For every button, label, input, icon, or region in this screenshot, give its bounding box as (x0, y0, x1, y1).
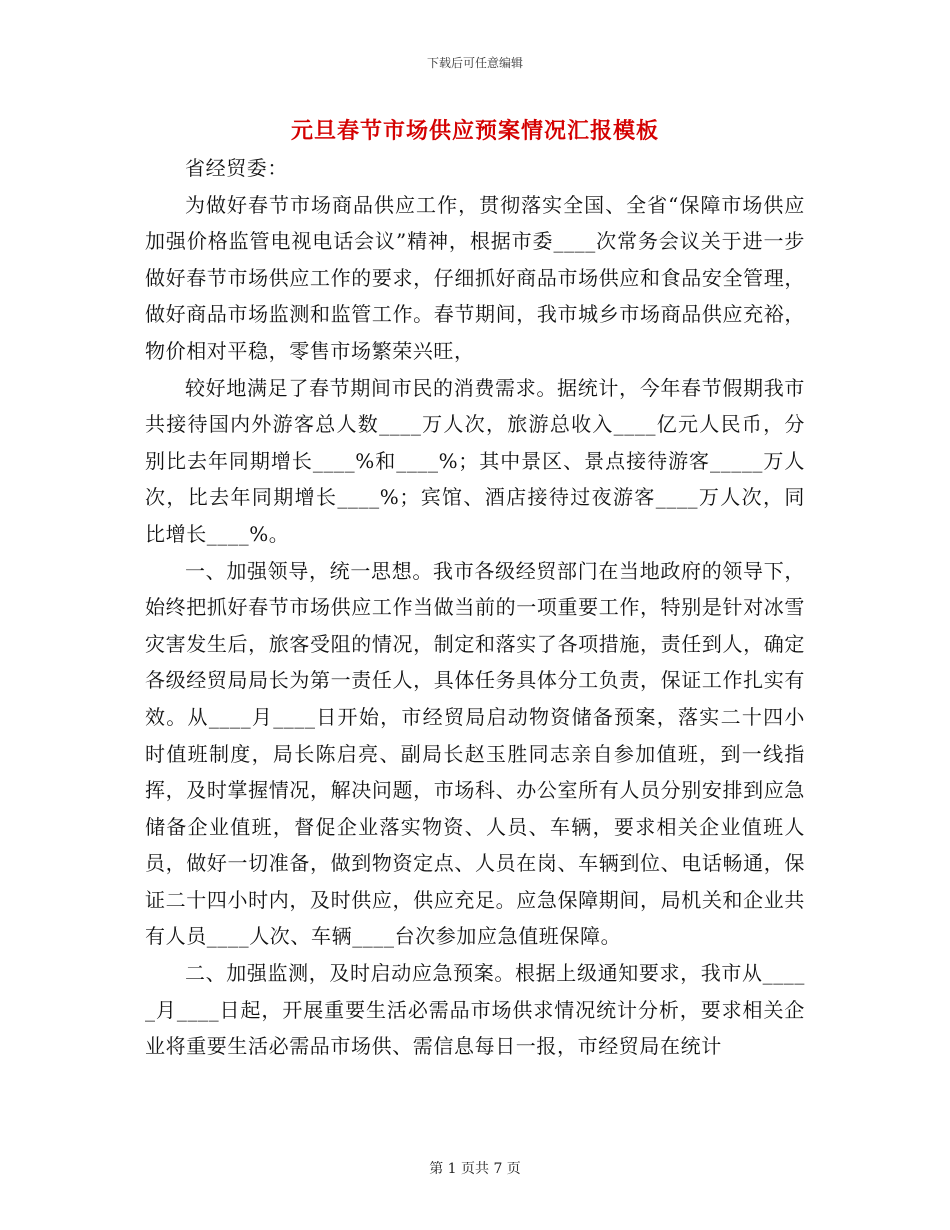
document-title: 元旦春节市场供应预案情况汇报模板 (290, 118, 659, 144)
paragraph-statistics: 较好地满足了春节期间市民的消费需求。据统计，今年春节假期我市共接待国内外游客总人数____万人次，旅游总收入____亿元人民币，分别比去年同期增长____%和____%；其中景区、景点接待游客_____万人次，比去年同期增长____%；宾馆、酒店接待过夜游客____万人次，同比增长____%。 (145, 375, 805, 546)
salutation: 省经贸委： (185, 156, 288, 180)
paragraph-section-two: 二、加强监测，及时启动应急预案。根据上级通知要求，我市从_____月____日起，开展重要生活必需品市场供求情况统计分析，要求相关企业将重要生活必需品市场供、需信息每日一报，市经贸局在统计 (145, 961, 805, 1059)
header-note: 下载后可任意编辑 (426, 56, 523, 70)
paragraph-intro: 为做好春节市场商品供应工作，贯彻落实全国、全省“保障市场供应加强价格监管电视电话会议”精神，根据市委____次常务会议关于进一步做好春节市场供应工作的要求，仔细抓好商品市场供应和食品安全管理，做好商品市场监测和监管工作。春节期间，我市城乡市场商品供应充裕，物价相对平稳，零售市场繁荣兴旺， (145, 192, 805, 363)
paragraph-section-one: 一、加强领导，统一思想。我市各级经贸部门在当地政府的领导下，始终把抓好春节市场供应工作当做当前的一项重要工作，特别是针对冰雪灾害发生后，旅客受阻的情况，制定和落实了各项措施，责任到人，确定各级经贸局局长为第一责任人，具体任务具体分工负责，保证工作扎实有效。从____月____日开始，市经贸局启动物资储备预案，落实二十四小时值班制度，局长陈启亮、副局长赵玉胜同志亲自参加值班，到一线指挥，及时掌握情况，解决问题，市场科、办公室所有人员分别安排到应急储备企业值班，督促企业落实物资、人员、车辆，要求相关企业值班人员，做好一切准备，做到物资定点、人员在岗、车辆到位、电话畅通，保证二十四小时内，及时供应，供应充足。应急保障期间，局机关和企业共有人员____人次、车辆____台次参加应急值班保障。 (145, 558, 805, 949)
document-body (145, 150, 805, 1065)
page-number: 第 1 页共 7 页 (429, 1161, 521, 1177)
